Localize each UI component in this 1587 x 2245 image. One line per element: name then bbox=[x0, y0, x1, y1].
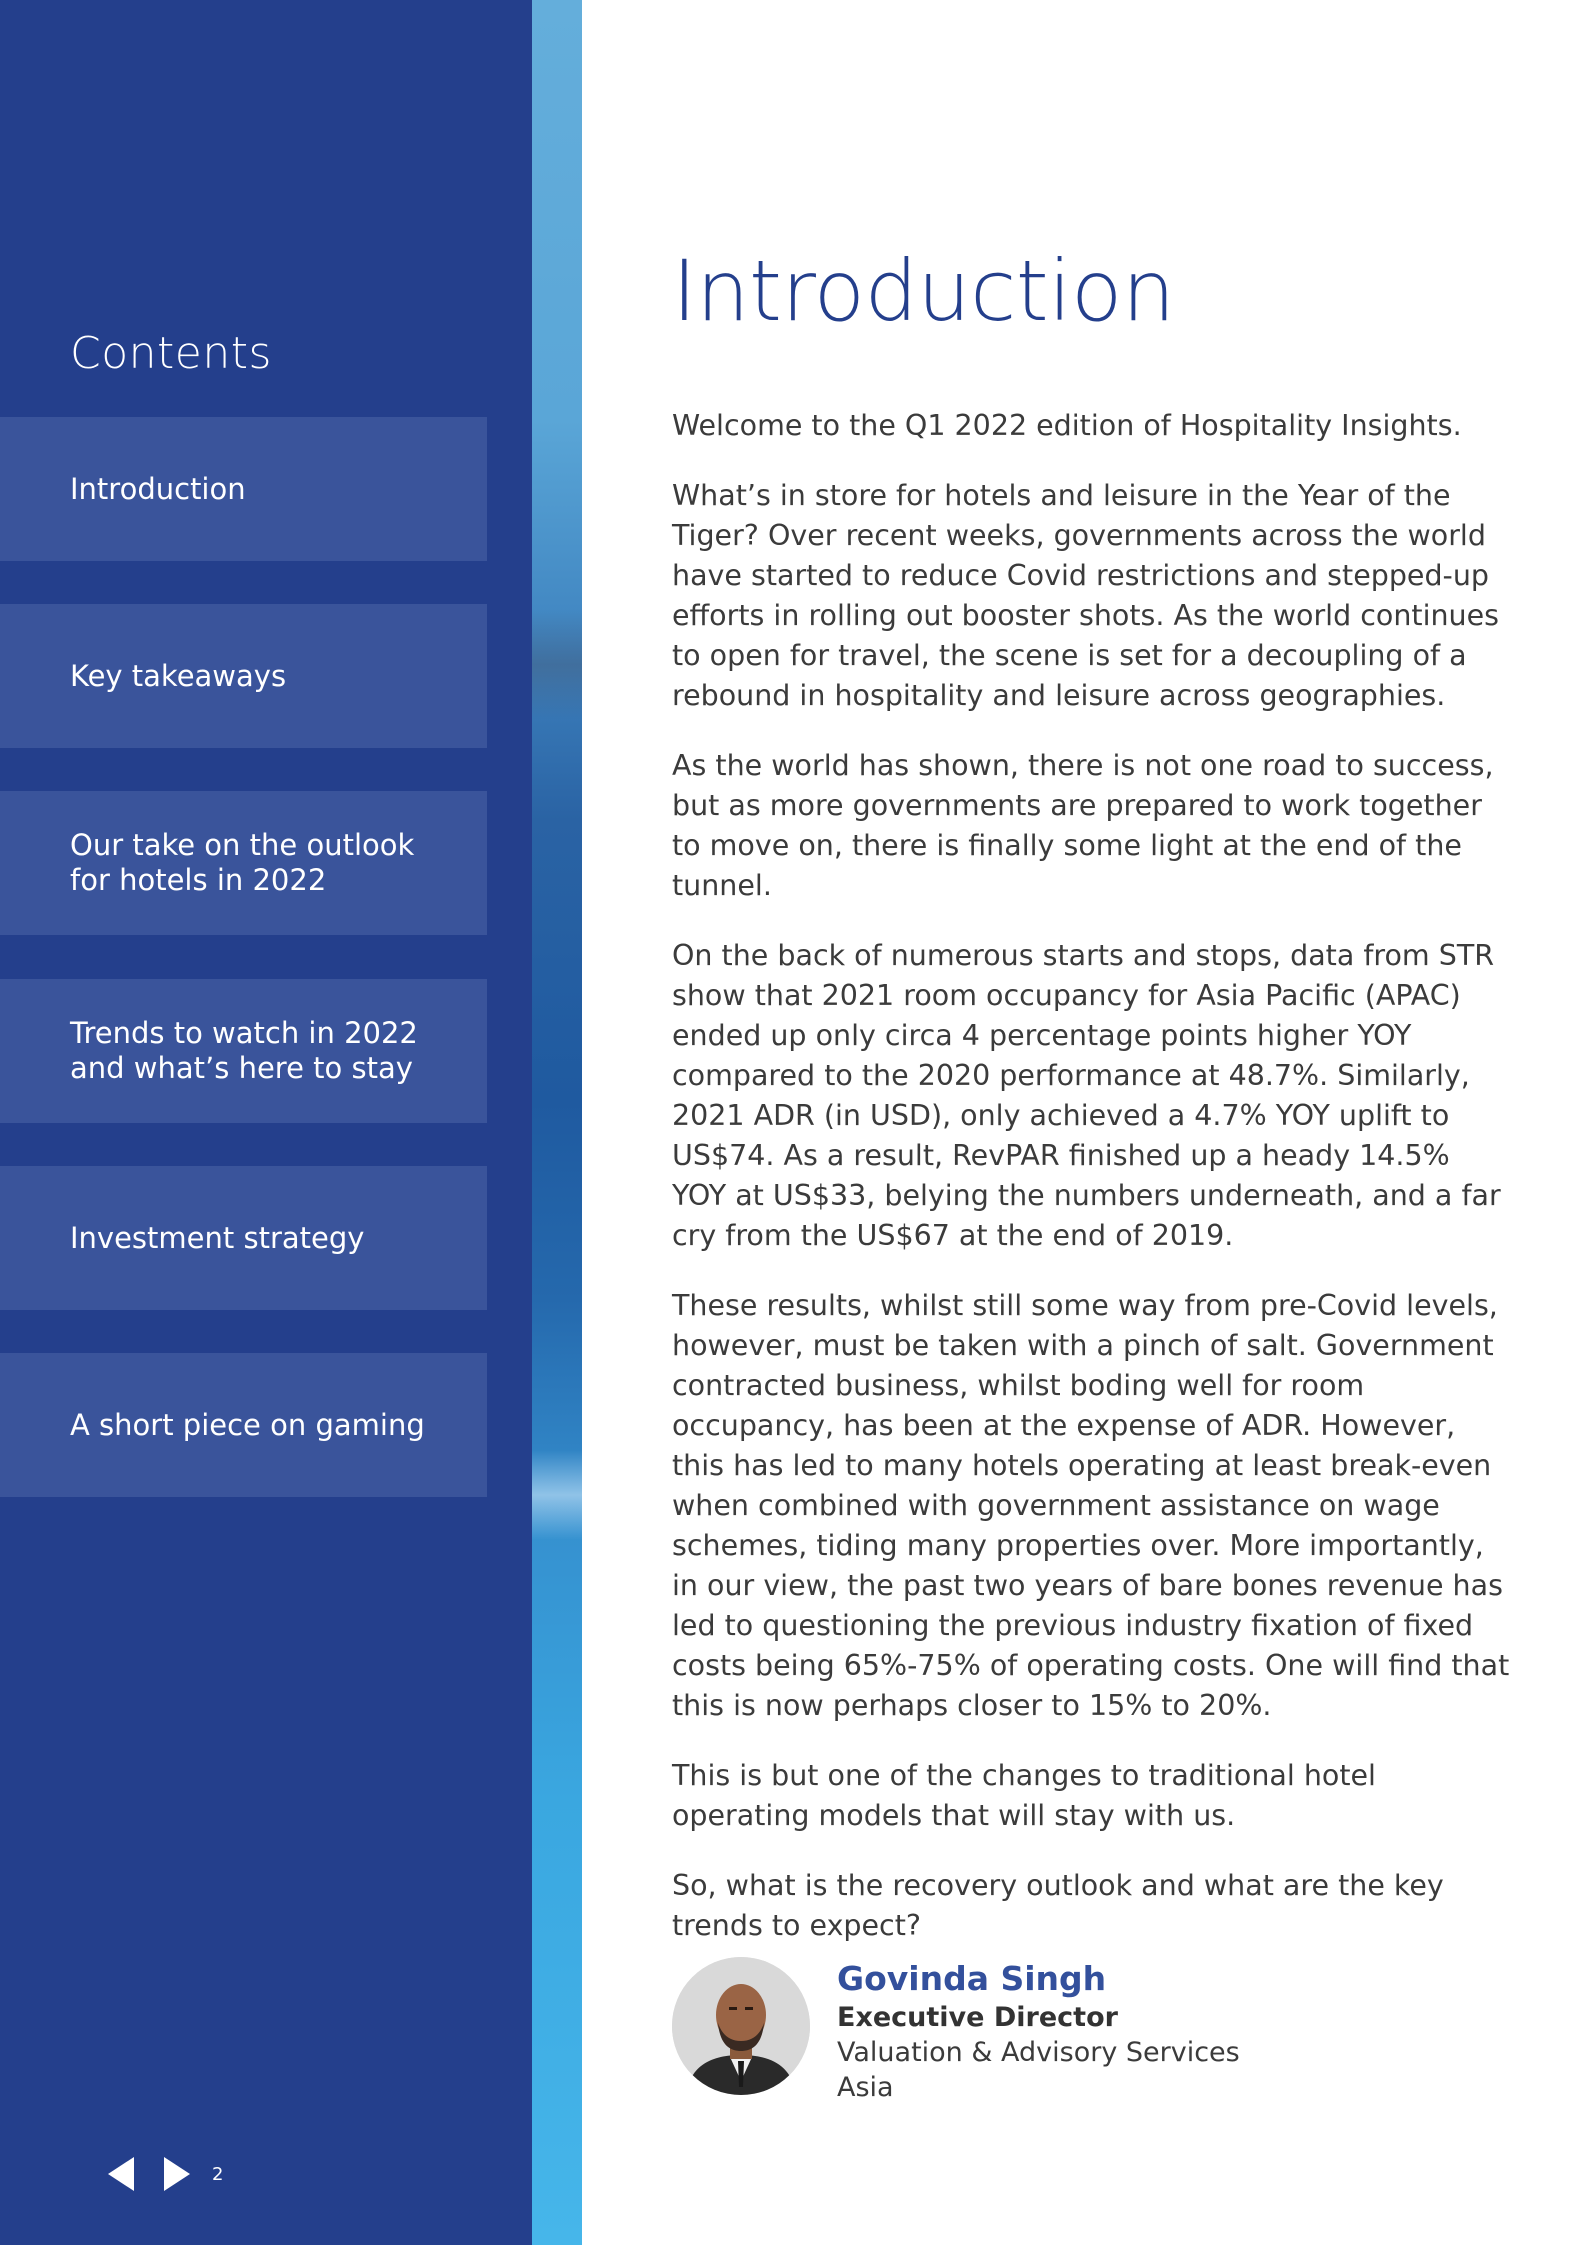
contents-sidebar bbox=[0, 0, 532, 2245]
author-block bbox=[672, 1957, 1372, 2103]
toc-item-introduction[interactable] bbox=[0, 417, 487, 561]
toc-item-label: A short piece on gaming bbox=[70, 1407, 425, 1442]
toc-item-trends[interactable] bbox=[0, 979, 487, 1123]
author-role: Executive Director bbox=[837, 2002, 1118, 2033]
next-page-icon[interactable] bbox=[164, 2157, 190, 2191]
person-portrait-icon bbox=[672, 1957, 810, 2095]
page-title: Introduction bbox=[672, 242, 1175, 340]
toc-item-gaming[interactable] bbox=[0, 1353, 487, 1497]
author-department: Valuation & Advisory Services bbox=[837, 2037, 1240, 2068]
previous-page-icon[interactable] bbox=[108, 2157, 134, 2191]
toc-item-outlook[interactable] bbox=[0, 791, 487, 935]
toc-item-label: Introduction bbox=[70, 471, 246, 506]
introduction-body bbox=[672, 406, 1512, 1976]
page-number: 2 bbox=[212, 2163, 224, 2185]
toc-item-label: Key takeaways bbox=[70, 658, 287, 693]
paragraph: This is but one of the changes to traditional hotel operating models that will stay with us. bbox=[672, 1759, 1376, 1832]
author-name: Govinda Singh bbox=[837, 1959, 1107, 1998]
toc-item-label: Investment strategy bbox=[70, 1220, 365, 1255]
paragraph: On the back of numerous starts and stops, data from STR show that 2021 room occupancy for Asia Pacific (APAC) ended up only circa 4 percentage points higher YOY compared to the 2020 performance at 48.7%. Similarly, 2021 ADR (in USD), only achieved a 4.7% YOY uplift to US$74. As a result, RevPAR finished up a heady 14.5% YOY at US$33, belying the numbers underneath, and a far cry from the US$67 at the end of 2019. bbox=[672, 939, 1501, 1252]
paragraph: So, what is the recovery outlook and what are the key trends to expect? bbox=[672, 1869, 1444, 1942]
ocean-photo-strip bbox=[532, 0, 582, 2245]
toc-item-label: Our take on the outlook for hotels in 2022 bbox=[70, 828, 415, 897]
paragraph: These results, whilst still some way from pre-Covid levels, however, must be taken with a pinch of salt. Government contracted business, whilst boding well for room occupancy, has been at the expense of ADR. However, this has led to many hotels operating at least break-even when combined with government assistance on wage schemes, tiding many properties over. More importantly, in our view, the past two years of bare bones revenue has led to questioning the previous industry fixation of fixed costs being 65%-75% of operating costs. One will find that this is now perhaps closer to 15% to 20%. bbox=[672, 1289, 1510, 1722]
toc-item-investment-strategy[interactable] bbox=[0, 1166, 487, 1310]
paragraph: As the world has shown, there is not one road to success, but as more governments are prepared to work together to move on, there is finally some light at the end of the tunnel. bbox=[672, 749, 1494, 902]
paragraph: Welcome to the Q1 2022 edition of Hospitality Insights. bbox=[672, 409, 1462, 442]
contents-heading: Contents bbox=[70, 328, 272, 379]
paragraph: What’s in store for hotels and leisure in the Year of the Tiger? Over recent weeks, governments across the world have started to reduce Covid restrictions and stepped-up efforts in rolling out booster shots. As the world continues to open for travel, the scene is set for a decoupling of a rebound in hospitality and leisure across geographies. bbox=[672, 479, 1500, 712]
author-details bbox=[837, 1957, 1240, 2105]
toc-item-key-takeaways[interactable] bbox=[0, 604, 487, 748]
author-region: Asia bbox=[837, 2072, 894, 2103]
author-avatar bbox=[672, 1957, 810, 2095]
page-navigation bbox=[108, 2157, 223, 2191]
toc-item-label: Trends to watch in 2022 and what’s here to stay bbox=[70, 1016, 418, 1085]
